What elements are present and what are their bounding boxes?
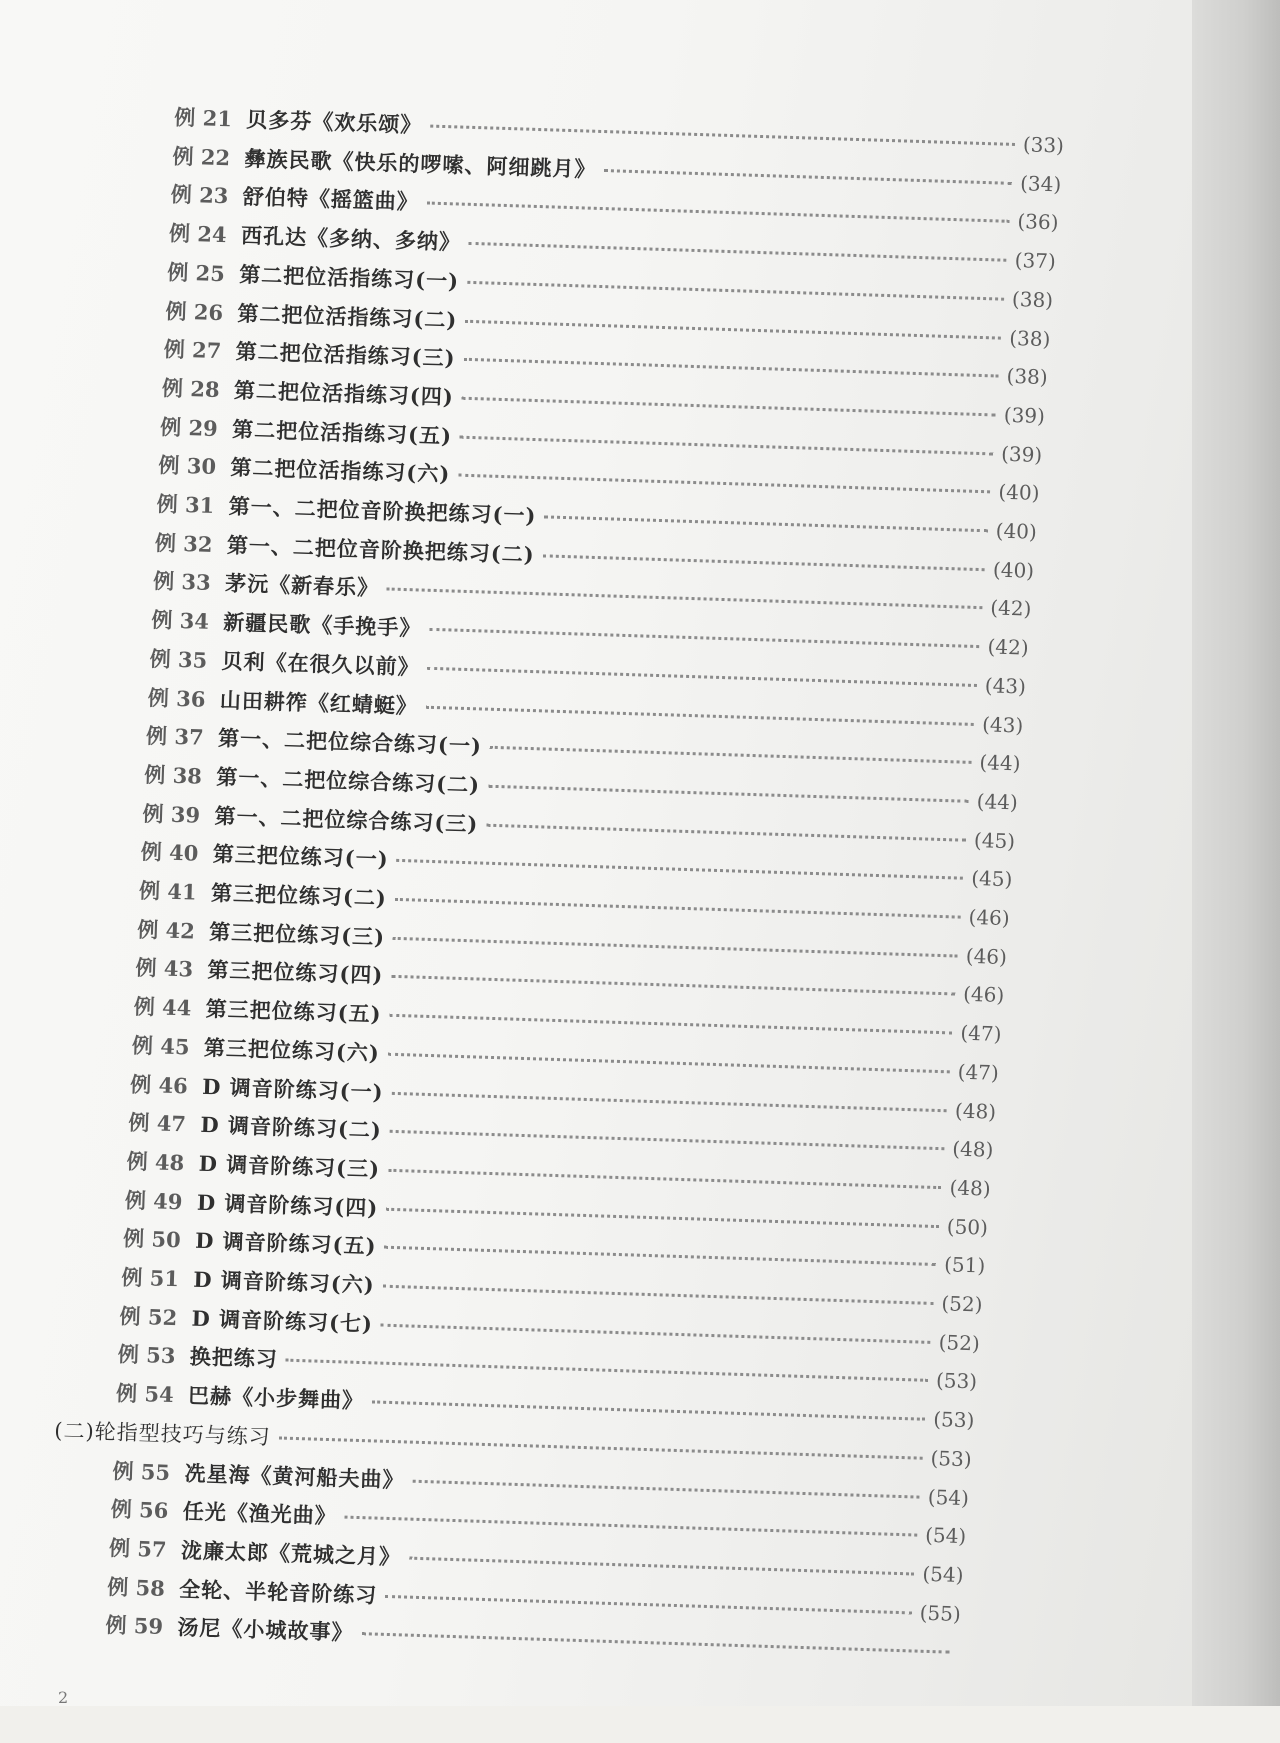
toc-entry-number: 例 48 xyxy=(126,1148,185,1176)
toc-entry-page: (36) xyxy=(1017,209,1059,235)
dot-leader xyxy=(460,435,993,455)
toc-entry-title: 贝利《在很久以前》 xyxy=(221,648,420,680)
toc-entry-number: 例 29 xyxy=(159,413,219,441)
toc-entry-number: 例 58 xyxy=(106,1573,166,1601)
toc-entry-page: (42) xyxy=(989,595,1032,622)
toc-entry-page: (46) xyxy=(965,943,1008,969)
toc-entry-number: 例 28 xyxy=(161,375,220,402)
toc-entry-number: 例 25 xyxy=(166,259,226,286)
toc-entry-page: (54) xyxy=(927,1484,970,1510)
toc-entry-title: 巴赫《小步舞曲》 xyxy=(187,1382,365,1414)
toc-entry-title: 第三把位练习(一) xyxy=(212,841,390,872)
toc-entry-title: 贝多芬《欢乐颂》 xyxy=(245,106,423,138)
toc-entry-page: (38) xyxy=(1011,286,1054,313)
toc-entry-page: (38) xyxy=(1008,325,1051,351)
toc-entry-title: (二)轮指型技巧与练习 xyxy=(54,1418,272,1450)
toc-entry-page: (44) xyxy=(979,750,1021,776)
dot-leader xyxy=(383,1285,934,1305)
toc-entry-page: (48) xyxy=(949,1175,992,1201)
toc-entry-number: 例 36 xyxy=(147,684,206,712)
toc-entry-page: (33) xyxy=(1022,132,1065,158)
toc-entry-title: 山田耕筰《红蜻蜓》 xyxy=(219,686,419,718)
dot-leader xyxy=(387,588,982,610)
toc-entry-title: D 调音阶练习(二) xyxy=(200,1112,383,1143)
toc-entry-title: D 调音阶练习(六) xyxy=(193,1266,376,1298)
dot-leader xyxy=(427,667,976,687)
toc-entry-title: 第一、二把位音阶换把练习(一) xyxy=(228,493,537,529)
toc-entry-number: 例 33 xyxy=(152,568,212,596)
toc-entry-number: 例 47 xyxy=(128,1109,187,1137)
toc-entry-page: (38) xyxy=(1006,363,1049,390)
dot-leader xyxy=(391,1091,947,1111)
toc-entry-page: (47) xyxy=(960,1020,1002,1047)
toc-entry-title: 第二把位活指练习(一) xyxy=(238,261,460,294)
toc-entry-page: (34) xyxy=(1019,170,1062,197)
toc-entry-page: (45) xyxy=(973,827,1016,853)
toc-entry-page: (44) xyxy=(976,788,1019,815)
toc-entry-number: 例 43 xyxy=(135,955,194,982)
toc-entry-title: 第二把位活指练习(六) xyxy=(230,454,451,487)
toc-entry-title: 舒伯特《摇篮曲》 xyxy=(242,184,420,215)
toc-entry-title: D 调音阶练习(七) xyxy=(191,1305,374,1337)
toc-entry-number: 例 37 xyxy=(145,723,205,750)
toc-entry-page: (40) xyxy=(992,557,1035,583)
toc-entry-number: 例 23 xyxy=(170,181,229,209)
toc-entry-number: 例 52 xyxy=(119,1303,178,1330)
toc-entry-page: (46) xyxy=(968,904,1011,931)
toc-entry-number: 例 56 xyxy=(110,1496,169,1524)
toc-entry-page: (52) xyxy=(938,1329,981,1356)
toc-entry-title: 第二把位活指练习(二) xyxy=(237,300,458,333)
toc-entry-number: 例 46 xyxy=(129,1071,189,1098)
dot-leader xyxy=(384,1246,936,1266)
toc-entry-title: 第一、二把位综合练习(三) xyxy=(214,802,479,837)
dot-leader xyxy=(388,1169,942,1189)
dot-leader xyxy=(397,859,964,880)
toc-entry-number: 例 49 xyxy=(124,1187,183,1214)
dot-leader xyxy=(385,1594,912,1614)
dot-leader xyxy=(469,242,1007,262)
toc-entry-number: 例 51 xyxy=(121,1264,180,1292)
toc-entry-page: (39) xyxy=(1003,402,1046,428)
toc-entry-number: 例 53 xyxy=(117,1341,176,1369)
page-edge-shadow xyxy=(1192,0,1280,1706)
toc-entry-page: (42) xyxy=(987,634,1030,660)
dot-leader xyxy=(279,1436,923,1459)
toc-entry-title: 第三把位练习(四) xyxy=(207,957,384,988)
toc-entry-title: 第二把位活指练习(五) xyxy=(231,416,453,449)
dot-leader xyxy=(604,169,1012,185)
toc-entry-page: (52) xyxy=(941,1291,983,1317)
dot-leader xyxy=(409,1557,915,1576)
dot-leader xyxy=(395,898,961,919)
dot-leader xyxy=(544,515,987,532)
toc-entry-title: 新疆民歌《手挽手》 xyxy=(223,609,422,641)
toc-entry-page: (48) xyxy=(954,1098,997,1124)
toc-entry-title: 茅沅《新春乐》 xyxy=(224,570,380,601)
dot-leader xyxy=(426,705,975,725)
dot-leader xyxy=(543,554,985,571)
toc-entry-number: 例 57 xyxy=(108,1535,167,1562)
toc-entry-number: 例 24 xyxy=(168,220,228,248)
toc-entry-number: 例 35 xyxy=(149,645,208,673)
toc-entry-title: 西孔达《多纳、多纳》 xyxy=(240,222,462,255)
toc-entry-page: (45) xyxy=(970,866,1013,892)
toc-entry-page: (53) xyxy=(930,1445,973,1472)
dot-leader xyxy=(381,1323,931,1343)
toc-entry-title: 第一、二把位音阶换把练习(二) xyxy=(226,532,536,567)
toc-entry-title: 第三把位练习(六) xyxy=(203,1034,381,1066)
toc-entry-page: (55) xyxy=(919,1600,962,1626)
toc-entry-number: 例 26 xyxy=(165,297,224,325)
dot-leader xyxy=(465,319,1001,339)
toc-entry-page: (43) xyxy=(981,711,1024,737)
toc-entry-title: D 调音阶练习(五) xyxy=(194,1228,377,1259)
toc-entry-number: 例 34 xyxy=(151,607,210,634)
dot-leader xyxy=(345,1516,918,1537)
toc-entry-number: 例 41 xyxy=(138,877,198,905)
toc-entry-title: D 调音阶练习(三) xyxy=(198,1150,381,1182)
toc-entry-page: (53) xyxy=(932,1407,975,1433)
toc-entry-number: 例 45 xyxy=(131,1032,190,1060)
toc-entry-title: 第二把位活指练习(四) xyxy=(233,377,455,410)
dot-leader xyxy=(463,358,998,378)
dot-leader xyxy=(389,1014,952,1035)
toc-entry-number: 例 54 xyxy=(115,1380,175,1408)
toc-entry-number: 例 22 xyxy=(172,143,231,170)
toc-entry-number: 例 42 xyxy=(136,916,196,944)
toc-entry-number: 例 50 xyxy=(122,1225,182,1253)
dot-leader xyxy=(393,936,958,957)
toc-entry-number: 例 38 xyxy=(143,761,203,789)
toc-entry-title: 冼星海《黄河船夫曲》 xyxy=(184,1460,405,1492)
dot-leader xyxy=(430,125,1015,146)
dot-leader xyxy=(361,1632,950,1653)
dot-leader xyxy=(488,785,969,803)
toc-entry-page: (54) xyxy=(924,1523,967,1549)
toc-entry-page: (40) xyxy=(998,479,1040,506)
dot-leader xyxy=(391,975,955,996)
dot-leader xyxy=(490,746,972,764)
toc-entry-number: 例 39 xyxy=(142,800,201,828)
toc-entry-title: 第二把位活指练习(三) xyxy=(235,338,456,371)
dot-leader xyxy=(427,202,1010,223)
toc-entry-page: (47) xyxy=(957,1059,1000,1085)
toc-entry-page: (53) xyxy=(935,1368,978,1394)
toc-entry-number: 例 32 xyxy=(154,529,213,557)
toc-entry-number: 例 31 xyxy=(156,491,215,518)
toc-entry-page: (39) xyxy=(1000,441,1043,467)
toc-entry-number: 例 27 xyxy=(163,336,222,364)
toc-entry-number: 例 30 xyxy=(158,452,217,480)
toc-entry-number: 例 40 xyxy=(140,839,199,866)
toc-entry-page: (51) xyxy=(943,1252,986,1278)
toc-entry-page: (48) xyxy=(951,1136,994,1162)
dot-leader xyxy=(390,1130,945,1150)
toc-entry-title: 第三把位练习(二) xyxy=(210,880,388,911)
dot-leader xyxy=(388,1052,950,1073)
toc-entry-number: 例 59 xyxy=(105,1612,164,1640)
toc-entry-number: 例 21 xyxy=(174,104,233,132)
dot-leader xyxy=(462,397,996,417)
toc-entry-page: (40) xyxy=(995,518,1038,544)
toc-entry-title: 第一、二把位综合练习(二) xyxy=(215,764,481,798)
toc-entry-title: 第三把位练习(五) xyxy=(205,996,382,1027)
dot-leader xyxy=(429,628,979,648)
dot-leader xyxy=(412,1479,920,1498)
dot-leader xyxy=(467,281,1004,301)
toc-entry-title: 换把练习 xyxy=(189,1344,279,1372)
dot-leader xyxy=(372,1400,925,1420)
toc-entry-title: 泷廉太郎《荒城之月》 xyxy=(180,1537,402,1570)
dot-leader xyxy=(486,823,966,841)
toc-entry-title: 彝族民歌《快乐的啰嗦、阿细跳月》 xyxy=(244,145,597,182)
toc-entry-page: (50) xyxy=(946,1213,989,1240)
toc-entry-number: 例 44 xyxy=(133,993,192,1021)
toc-entry-title: 第三把位练习(三) xyxy=(208,918,386,950)
toc-entry-title: 第一、二把位综合练习(一) xyxy=(217,725,483,759)
page-number: 2 xyxy=(58,1688,69,1707)
dot-leader xyxy=(286,1359,928,1382)
toc-entry-title: D 调音阶练习(一) xyxy=(201,1073,384,1105)
toc-entry-number: 例 55 xyxy=(112,1457,171,1485)
toc-entry-page: (37) xyxy=(1014,248,1057,274)
toc-entry-page: (43) xyxy=(984,673,1027,699)
toc-entry-title: 全轮、半轮音阶练习 xyxy=(178,1576,378,1608)
toc-entry-title: D 调音阶练习(四) xyxy=(196,1189,379,1221)
toc-entry-title: 任光《渔光曲》 xyxy=(182,1498,338,1529)
dot-leader xyxy=(458,474,990,494)
dot-leader xyxy=(386,1207,939,1227)
toc-entry-page: (46) xyxy=(962,982,1005,1008)
toc-entry-page: (54) xyxy=(922,1561,964,1587)
toc-entry-title: 汤尼《小城故事》 xyxy=(177,1614,354,1646)
